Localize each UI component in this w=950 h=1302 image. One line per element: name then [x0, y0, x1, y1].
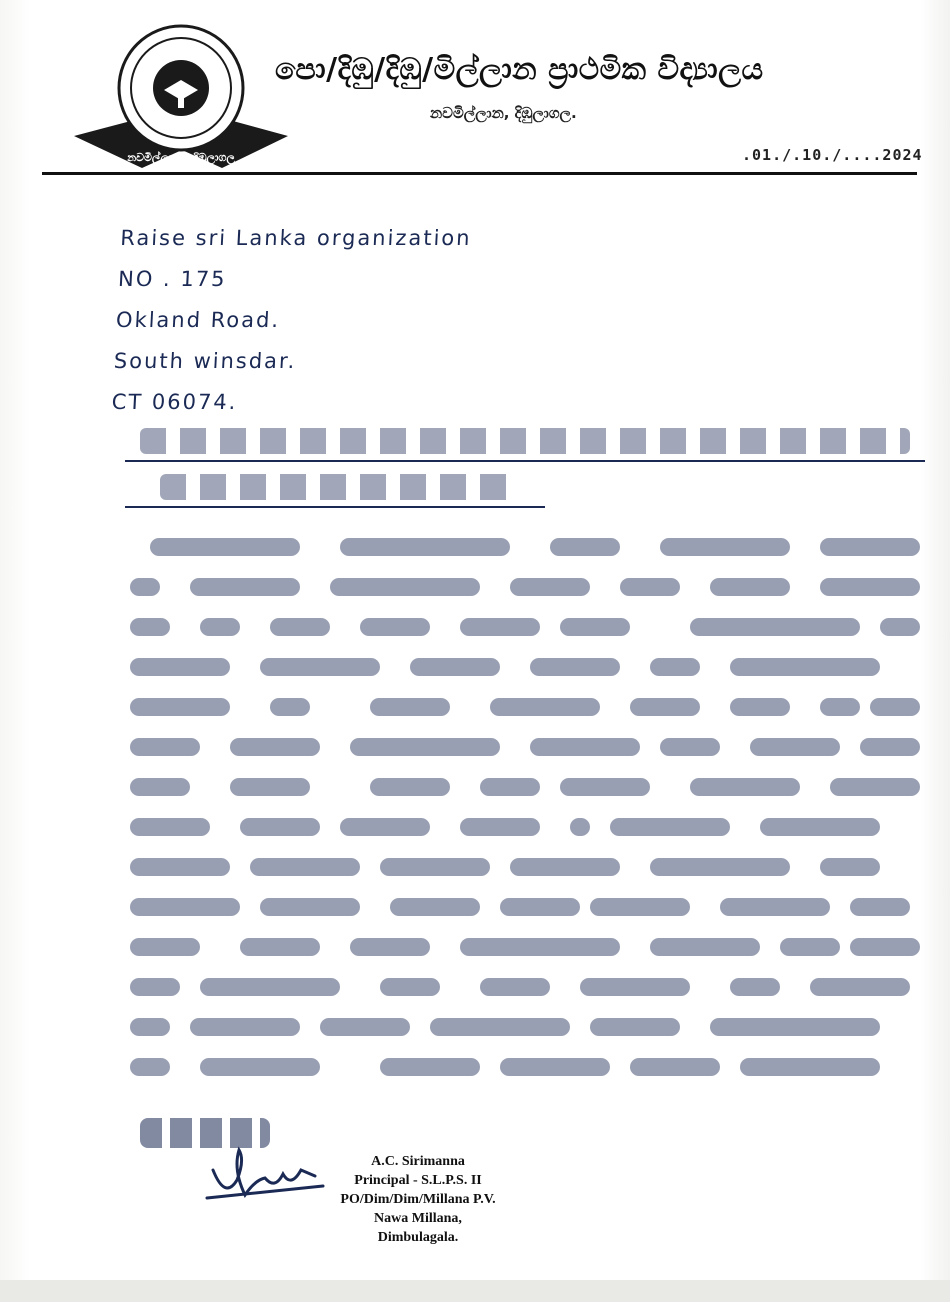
signatory-district: Dimbulagala.	[377, 1230, 459, 1245]
signatory-school: PO/Dim/Dim/Millana P.V.	[340, 1192, 496, 1207]
crest-caption: නවමිල්ලාන - දිඹුලාගල	[127, 151, 235, 164]
school-address: නවමිල්ලාන, දිඹුලාගල.	[430, 104, 577, 122]
recipient-line: South winsdar.	[113, 349, 298, 373]
subject-underline	[125, 506, 545, 508]
handwriting-line	[130, 648, 920, 688]
handwriting-line	[130, 688, 920, 728]
handwriting-line	[130, 808, 920, 848]
subject-line-1-handwriting	[140, 428, 910, 454]
signature-icon	[205, 1140, 325, 1210]
handwriting-line	[130, 1048, 920, 1088]
handwriting-line	[130, 768, 920, 808]
handwriting-line	[130, 528, 920, 568]
signatory-block	[318, 1152, 518, 1247]
recipient-line: Raise sri Lanka organization	[119, 226, 473, 250]
handwriting-line	[130, 728, 920, 768]
handwriting-line	[130, 888, 920, 928]
handwriting-line	[130, 568, 920, 608]
subject-line-2-handwriting	[160, 474, 520, 500]
recipient-line: Okland Road.	[115, 308, 281, 332]
page-bottom-edge	[0, 1280, 950, 1302]
signatory-town: Nawa Millana,	[374, 1211, 462, 1226]
recipient-line: NO . 175	[117, 267, 228, 291]
signatory-name: A.C. Sirimanna	[371, 1154, 465, 1169]
recipient-line: CT 06074.	[111, 390, 239, 414]
letter-body	[130, 528, 920, 1088]
letter-date: .01./.10./....2024	[742, 146, 923, 164]
handwriting-line	[130, 968, 920, 1008]
signatory-title: Principal - S.L.P.S. II	[354, 1173, 482, 1188]
recipient-address	[111, 218, 473, 423]
handwriting-line	[130, 928, 920, 968]
subject-underline	[125, 460, 925, 462]
handwriting-line	[130, 1008, 920, 1048]
school-crest-icon	[72, 18, 290, 168]
handwriting-line	[130, 608, 920, 648]
school-name: පො/දිඹු/දිඹු/මිල්ලාන ප්‍රාථමික විද්‍යාලය	[275, 52, 764, 87]
handwriting-line	[130, 848, 920, 888]
letterhead-divider	[42, 172, 917, 175]
